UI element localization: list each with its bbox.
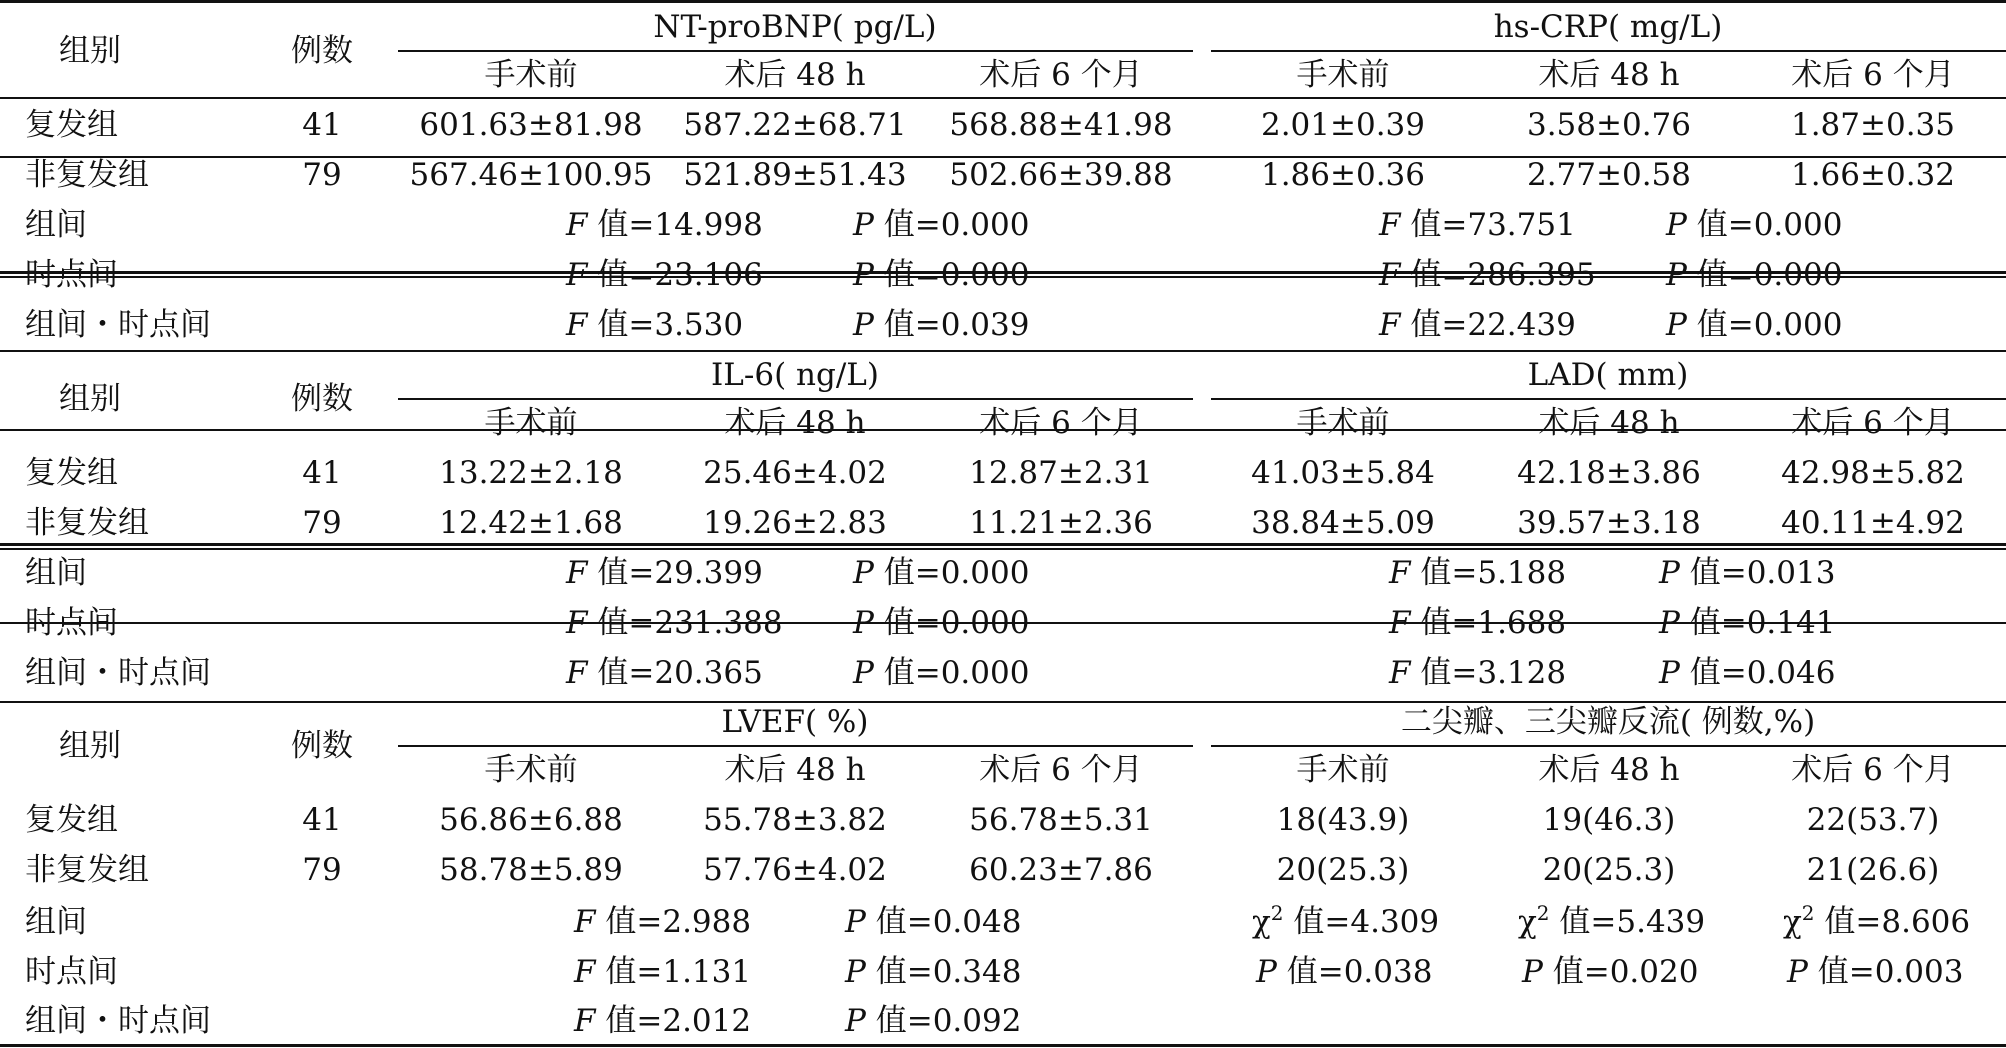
cases-value: 41 xyxy=(302,107,342,143)
left-title-underline xyxy=(398,398,1193,400)
measure-title: IL-6( ng/L) xyxy=(711,357,879,393)
p-stat: P 值=0.000 xyxy=(853,555,1030,591)
table-cell: 2.77±0.58 xyxy=(1526,157,1692,193)
table-cell: 39.57±3.18 xyxy=(1517,505,1701,541)
row-label: 复发组 xyxy=(25,107,118,143)
time-header: 术后 6 个月 xyxy=(979,752,1143,788)
p-stat: P 值=0.000 xyxy=(1666,307,1843,343)
p-stat: P 值=0.020 xyxy=(1522,954,1699,990)
table-cell: 25.46±4.02 xyxy=(703,455,887,491)
p-stat: P 值=0.003 xyxy=(1787,954,1964,990)
section-divider xyxy=(0,548,2006,550)
time-header: 术后 6 个月 xyxy=(1791,57,1955,93)
p-stat: P 值=0.000 xyxy=(853,257,1030,293)
time-header: 术后 6 个月 xyxy=(1791,405,1955,441)
group-header: 组别 xyxy=(59,728,121,764)
cases-header: 例数 xyxy=(291,728,353,764)
time-header: 术后 48 h xyxy=(1538,57,1680,93)
time-header: 术后 48 h xyxy=(1538,752,1680,788)
measure-title: LAD( mm) xyxy=(1527,357,1689,393)
measure-title: LVEF( %) xyxy=(721,704,869,740)
table-cell: 56.78±5.31 xyxy=(969,802,1153,838)
table-cell: 57.76±4.02 xyxy=(703,852,887,888)
f-stat: F 值=5.188 xyxy=(1389,555,1567,591)
left-title-underline xyxy=(398,50,1193,52)
table-cell: 13.22±2.18 xyxy=(439,455,623,491)
table-cell: 55.78±3.82 xyxy=(703,802,887,838)
chi-stat: $\chi^2$ 值=5.439 xyxy=(1518,901,1706,940)
row-label: 非复发组 xyxy=(25,852,149,888)
p-stat: P 值=0.000 xyxy=(1666,207,1843,243)
f-stat: F 值=3.530 xyxy=(566,307,744,343)
time-header: 手术前 xyxy=(1296,57,1390,93)
table-cell: 2.01±0.39 xyxy=(1260,107,1426,143)
p-stat: P 值=0.046 xyxy=(1659,655,1836,691)
p-stat: P 值=0.000 xyxy=(853,605,1030,641)
f-stat: F 值=2.012 xyxy=(574,1003,752,1039)
time-header: 手术前 xyxy=(484,57,578,93)
cases-header: 例数 xyxy=(291,381,353,417)
f-stat: F 值=286.395 xyxy=(1379,257,1596,293)
p-stat: P 值=0.048 xyxy=(845,904,1022,940)
table-cell: 1.66±0.32 xyxy=(1790,157,1956,193)
effect-label: 组间 xyxy=(25,904,87,940)
row-label: 非复发组 xyxy=(25,157,149,193)
time-header: 手术前 xyxy=(484,405,578,441)
cases-value: 41 xyxy=(302,455,342,491)
f-stat: F 值=2.988 xyxy=(574,904,752,940)
time-header: 手术前 xyxy=(1296,752,1390,788)
effect-label: 组间 xyxy=(25,207,87,243)
table-cell: 521.89±51.43 xyxy=(683,157,907,193)
table-cell: 1.87±0.35 xyxy=(1790,107,1956,143)
row-label: 复发组 xyxy=(25,455,118,491)
effect-label: 组间・时点间 xyxy=(25,307,211,343)
cases-value: 79 xyxy=(302,157,342,193)
effect-label: 时点间 xyxy=(25,954,118,990)
table-top-rule xyxy=(0,0,2006,3)
table-cell: 568.88±41.98 xyxy=(949,107,1173,143)
f-stat: F 值=1.688 xyxy=(1389,605,1567,641)
measure-title: 二尖瓣、三尖瓣反流( 例数,%) xyxy=(1400,704,1816,740)
cases-value: 41 xyxy=(302,802,342,838)
p-stat: P 值=0.348 xyxy=(845,954,1022,990)
table-cell: 502.66±39.88 xyxy=(949,157,1173,193)
time-header: 手术前 xyxy=(484,752,578,788)
table-cell: 567.46±100.95 xyxy=(409,157,653,193)
f-stat: F 值=14.998 xyxy=(566,207,763,243)
table-cell: 22(53.7) xyxy=(1806,802,1940,838)
f-stat: F 值=73.751 xyxy=(1379,207,1576,243)
time-header: 术后 48 h xyxy=(724,752,866,788)
cases-header: 例数 xyxy=(291,33,353,69)
f-stat: F 值=20.365 xyxy=(566,655,763,691)
table-cell: 601.63±81.98 xyxy=(419,107,643,143)
p-stat: P 值=0.038 xyxy=(1256,954,1433,990)
table-cell: 56.86±6.88 xyxy=(439,802,623,838)
table-cell: 40.11±4.92 xyxy=(1781,505,1965,541)
time-header: 术后 6 个月 xyxy=(1791,752,1955,788)
table-cell: 3.58±0.76 xyxy=(1526,107,1692,143)
effect-label: 组间・时点间 xyxy=(25,655,211,691)
time-header: 术后 6 个月 xyxy=(979,405,1143,441)
cases-value: 79 xyxy=(302,505,342,541)
time-header: 术后 48 h xyxy=(724,57,866,93)
p-stat: P 值=0.013 xyxy=(1659,555,1836,591)
table-cell: 587.22±68.71 xyxy=(683,107,907,143)
effect-label: 组间 xyxy=(25,555,87,591)
p-stat: P 值=0.000 xyxy=(853,207,1030,243)
table-cell: 19(46.3) xyxy=(1542,802,1676,838)
time-header: 术后 48 h xyxy=(724,405,866,441)
measure-title: NT-proBNP( pg/L) xyxy=(653,9,937,45)
effect-label: 组间・时点间 xyxy=(25,1003,211,1039)
table-cell: 19.26±2.83 xyxy=(703,505,887,541)
p-stat: P 值=0.039 xyxy=(853,307,1030,343)
chi-stat: $\chi^2$ 值=8.606 xyxy=(1783,901,1971,940)
table-cell: 12.87±2.31 xyxy=(969,455,1153,491)
table-cell: 38.84±5.09 xyxy=(1251,505,1435,541)
section-divider xyxy=(0,543,2006,546)
cases-value: 79 xyxy=(302,852,342,888)
table-cell: 58.78±5.89 xyxy=(439,852,623,888)
group-header: 组别 xyxy=(59,33,121,69)
p-stat: P 值=0.000 xyxy=(1666,257,1843,293)
chi-stat: $\chi^2$ 值=4.309 xyxy=(1252,901,1440,940)
table-cell: 41.03±5.84 xyxy=(1251,455,1435,491)
table-cell: 42.98±5.82 xyxy=(1781,455,1965,491)
table-bottom-rule xyxy=(0,1044,2006,1047)
right-title-underline xyxy=(1211,745,2006,747)
time-header: 手术前 xyxy=(1296,405,1390,441)
table-cell: 20(25.3) xyxy=(1542,852,1676,888)
row-label: 复发组 xyxy=(25,802,118,838)
effect-label: 时点间 xyxy=(25,257,118,293)
f-stat: F 值=231.388 xyxy=(566,605,783,641)
section2-head-rule xyxy=(0,350,2006,352)
left-title-underline xyxy=(398,745,1193,747)
table-cell: 11.21±2.36 xyxy=(969,505,1153,541)
p-stat: P 值=0.092 xyxy=(845,1003,1022,1039)
f-stat: F 值=1.131 xyxy=(574,954,752,990)
table-cell: 20(25.3) xyxy=(1276,852,1410,888)
time-header: 术后 6 个月 xyxy=(979,57,1143,93)
right-title-underline xyxy=(1211,50,2006,52)
f-stat: F 值=29.399 xyxy=(566,555,763,591)
table-cell: 60.23±7.86 xyxy=(969,852,1153,888)
p-stat: P 值=0.000 xyxy=(853,655,1030,691)
table-cell: 21(26.6) xyxy=(1806,852,1940,888)
section1-head-rule xyxy=(0,97,2006,99)
measure-title: hs-CRP( mg/L) xyxy=(1493,9,1723,45)
effect-label: 时点间 xyxy=(25,605,118,641)
table-cell: 18(43.9) xyxy=(1276,802,1410,838)
row-label: 非复发组 xyxy=(25,505,149,541)
f-stat: F 值=22.439 xyxy=(1379,307,1576,343)
table-cell: 1.86±0.36 xyxy=(1260,157,1426,193)
p-stat: P 值=0.141 xyxy=(1659,605,1836,641)
group-header: 组别 xyxy=(59,381,121,417)
table-cell: 42.18±3.86 xyxy=(1517,455,1701,491)
right-title-underline xyxy=(1211,398,2006,400)
f-stat: F 值=23.106 xyxy=(566,257,763,293)
f-stat: F 值=3.128 xyxy=(1389,655,1567,691)
table-cell: 12.42±1.68 xyxy=(439,505,623,541)
time-header: 术后 48 h xyxy=(1538,405,1680,441)
